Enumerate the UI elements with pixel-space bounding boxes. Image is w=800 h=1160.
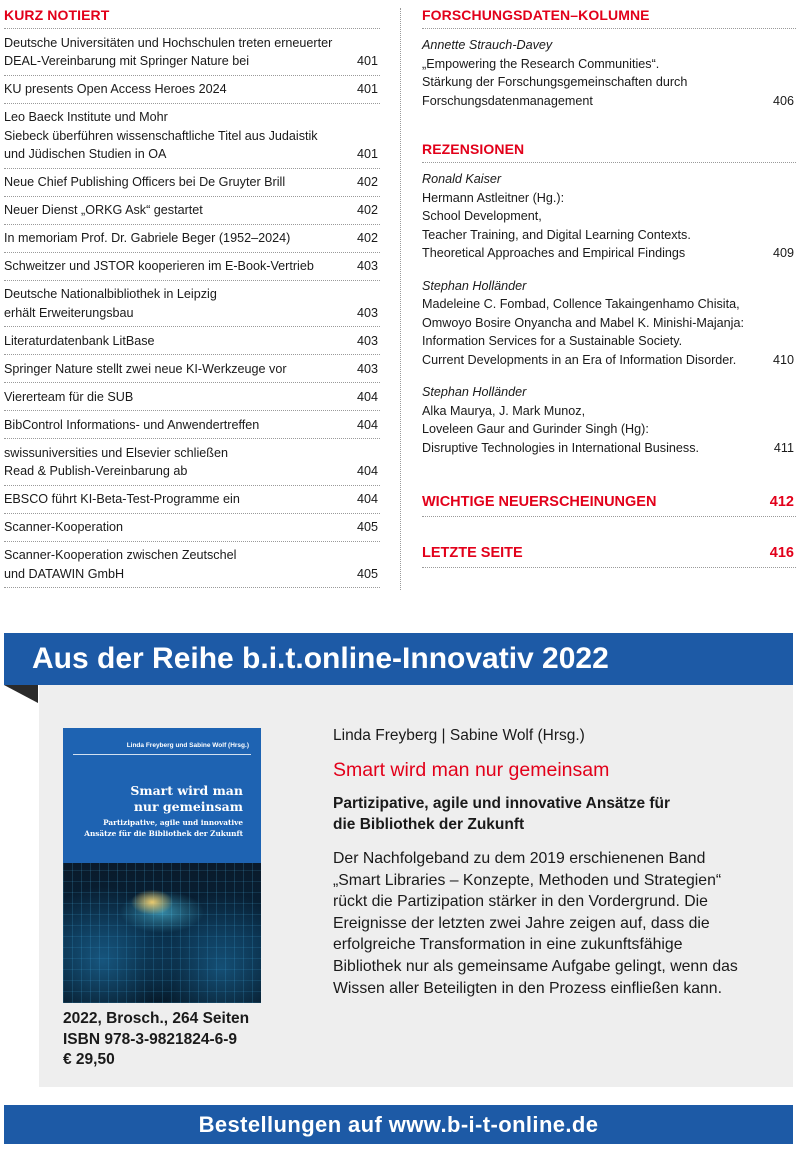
toc-item-title: Scanner-Kooperation bbox=[4, 520, 124, 534]
review-entry[interactable] bbox=[422, 383, 796, 457]
forschungsdaten-entry[interactable] bbox=[422, 36, 796, 110]
toc-item[interactable] bbox=[4, 253, 380, 281]
entry-line: „Empowering the Research Communities“. bbox=[422, 56, 660, 71]
toc-item-title: erhält Erweiterungsbau bbox=[4, 305, 134, 320]
book-cover[interactable] bbox=[63, 728, 261, 1003]
forschungsdaten-heading: FORSCHUNGSDATEN–KOLUMNE bbox=[422, 7, 650, 23]
review-entry[interactable] bbox=[422, 277, 796, 370]
kurz-notiert-list bbox=[4, 29, 380, 588]
toc-item-title: Siebeck überführen wissenschaftliche Titel aus Judaistik bbox=[4, 128, 318, 143]
toc-item-title: Literaturdatenbank LitBase bbox=[4, 333, 155, 348]
review-line: Disruptive Technologies in International Business. bbox=[422, 440, 699, 455]
book-isbn: ISBN 978-3-9821824-6-9 bbox=[63, 1030, 238, 1048]
review-line: Hermann Astleitner (Hg.): bbox=[422, 190, 565, 205]
page-number: 402 bbox=[356, 231, 378, 245]
promo-authors: Linda Freyberg | Sabine Wolf (Hrsg.) bbox=[333, 727, 585, 744]
letzte-seite-entry[interactable] bbox=[422, 543, 796, 563]
review-line: Loveleen Gaur and Gurinder Singh (Hg): bbox=[422, 422, 649, 436]
description-line: erfolgreiche Transformation in eine zukunftsfähige bbox=[333, 936, 683, 954]
page-number: 401 bbox=[356, 54, 378, 68]
cover-rule bbox=[73, 754, 251, 755]
toc-item-title: BibControl Informations- und Anwendertreffen bbox=[4, 417, 260, 432]
toc-item-title: In memoriam Prof. Dr. Gabriele Beger (1952–2024) bbox=[4, 231, 291, 245]
toc-item[interactable] bbox=[4, 411, 380, 439]
promo-banner: Aus der Reihe b.i.t.online-Innovativ 2022 bbox=[4, 633, 793, 685]
promo-text bbox=[333, 725, 773, 999]
entry-author: Annette Strauch-Davey bbox=[422, 38, 553, 52]
section-rule bbox=[422, 516, 796, 517]
review-line: Alka Maurya, J. Mark Munoz, bbox=[422, 403, 586, 418]
section-rule bbox=[422, 28, 796, 29]
right-column bbox=[422, 6, 796, 568]
toc-item[interactable] bbox=[4, 197, 380, 225]
review-line: Information Services for a Sustainable Society. bbox=[422, 334, 683, 348]
toc-item[interactable] bbox=[4, 514, 380, 542]
toc-item[interactable] bbox=[4, 327, 380, 355]
description-line: Bibliothek nur als gemeinsame Aufgabe gelingt, wenn das bbox=[333, 957, 738, 975]
toc-item-title: und Jüdischen Studien in OA bbox=[4, 147, 167, 161]
toc-item-title: EBSCO führt KI-Beta-Test-Programme ein bbox=[4, 492, 240, 506]
page-number: 411 bbox=[773, 440, 794, 455]
toc-item[interactable] bbox=[4, 355, 380, 383]
entry-line: Stärkung der Forschungsgemeinschaften durch bbox=[422, 75, 688, 89]
section-rule bbox=[422, 162, 796, 163]
toc-item-title: DEAL-Vereinbarung mit Springer Nature bei bbox=[4, 54, 250, 68]
toc-item-title: Viererteam für die SUB bbox=[4, 389, 134, 404]
description-line: „Smart Libraries – Konzepte, Methoden und Strategien“ bbox=[333, 871, 722, 889]
page-number: 404 bbox=[356, 464, 378, 478]
toc-item-title: Neuer Dienst „ORKG Ask“ gestartet bbox=[4, 203, 203, 217]
page-number: 405 bbox=[356, 520, 378, 534]
toc-item-title: und DATAWIN GmbH bbox=[4, 566, 125, 581]
toc-item-title: Neue Chief Publishing Officers bei De Gruyter Brill bbox=[4, 175, 286, 189]
review-line: Current Developments in an Era of Information Disorder. bbox=[422, 352, 737, 367]
toc-item[interactable] bbox=[4, 76, 380, 104]
toc-item-title: Deutsche Universitäten und Hochschulen treten erneuerter bbox=[4, 35, 333, 50]
promo-title: Smart wird man nur gemeinsam bbox=[333, 759, 610, 781]
page-number: 404 bbox=[356, 389, 378, 404]
toc-item-title: KU presents Open Access Heroes 2024 bbox=[4, 82, 227, 96]
entry-line: Forschungsdatenmanagement bbox=[422, 93, 593, 108]
cover-subtitle: Partizipative, agile und innovative bbox=[103, 818, 243, 827]
order-link[interactable]: Bestellungen auf www.b-i-t-online.de bbox=[4, 1105, 793, 1144]
review-author: Ronald Kaiser bbox=[422, 172, 502, 186]
letzte-seite-heading: LETZTE SEITE bbox=[422, 545, 523, 561]
column-divider bbox=[400, 8, 401, 590]
description-line: rückt die Partizipation stärker in den Vordergrund. Die bbox=[333, 893, 708, 911]
toc-item[interactable] bbox=[4, 104, 380, 169]
book-meta bbox=[63, 1009, 249, 1071]
page-number: 412 bbox=[769, 494, 794, 510]
review-entry[interactable] bbox=[422, 170, 796, 263]
book-price: € 29,50 bbox=[63, 1051, 115, 1068]
kurz-notiert-heading: KURZ NOTIERT bbox=[4, 7, 110, 23]
rezensionen-heading: REZENSIONEN bbox=[422, 141, 525, 157]
toc-item-title: Scanner-Kooperation zwischen Zeutschel bbox=[4, 548, 237, 562]
page-number: 409 bbox=[772, 246, 794, 260]
review-line: Theoretical Approaches and Empirical Findings bbox=[422, 246, 686, 260]
circuit-board-image bbox=[63, 863, 261, 1003]
toc-item[interactable] bbox=[4, 169, 380, 197]
neuerscheinungen-heading: WICHTIGE NEUERSCHEINUNGEN bbox=[422, 494, 657, 510]
promo-subtitle bbox=[333, 793, 773, 835]
toc-item[interactable] bbox=[4, 542, 380, 589]
toc-item-title: Leo Baeck Institute und Mohr bbox=[4, 110, 168, 124]
page-number: 402 bbox=[356, 203, 378, 217]
page-number: 416 bbox=[769, 545, 794, 561]
description-line: Wissen aller Beteiligten in den Prozess einfließen kann. bbox=[333, 979, 722, 997]
review-author: Stephan Holländer bbox=[422, 385, 527, 399]
subtitle-line: die Bibliothek der Zukunft bbox=[333, 816, 525, 833]
page-number: 401 bbox=[356, 82, 378, 96]
page-number: 401 bbox=[356, 147, 378, 161]
page-number: 403 bbox=[356, 259, 378, 273]
section-rule bbox=[422, 567, 796, 568]
promo-description bbox=[333, 848, 773, 999]
review-line: Madeleine C. Fombad, Collence Takaingenhamo Chisita, bbox=[422, 297, 740, 311]
review-author: Stephan Holländer bbox=[422, 278, 527, 293]
book-format: 2022, Brosch., 264 Seiten bbox=[63, 1010, 250, 1027]
toc-item-title: Springer Nature stellt zwei neue KI-Werkzeuge vor bbox=[4, 361, 287, 376]
cover-authors: Linda Freyberg und Sabine Wolf (Hrsg.) bbox=[126, 742, 249, 749]
page-number: 405 bbox=[356, 566, 378, 581]
page-number: 406 bbox=[772, 93, 794, 108]
description-line: Ereignisse der letzten zwei Jahre zeigen auf, dass die bbox=[333, 914, 710, 932]
toc-item-title: Read & Publish-Vereinbarung ab bbox=[4, 464, 188, 478]
page-number: 410 bbox=[772, 352, 794, 367]
toc-item-title: swissuniversities und Elsevier schließen bbox=[4, 445, 228, 460]
review-line: Teacher Training, and Digital Learning Contexts. bbox=[422, 227, 691, 242]
page-number: 404 bbox=[356, 492, 378, 506]
page-number: 402 bbox=[356, 175, 378, 189]
book-promo bbox=[0, 600, 800, 1160]
cover-title: nur gemeinsam bbox=[133, 799, 243, 814]
toc-item[interactable] bbox=[4, 225, 380, 253]
cover-title: Smart wird man bbox=[130, 783, 243, 798]
page-number: 404 bbox=[356, 417, 378, 432]
toc-item-title: Deutsche Nationalbibliothek in Leipzig bbox=[4, 287, 217, 301]
page-number: 403 bbox=[356, 305, 378, 320]
description-line: Der Nachfolgeband zu dem 2019 erschienenen Band bbox=[333, 850, 706, 867]
toc-item[interactable] bbox=[4, 383, 380, 411]
subtitle-line: Partizipative, agile und innovative Ansätze für bbox=[333, 795, 671, 812]
toc-item[interactable] bbox=[4, 29, 380, 76]
toc-item-title: Schweitzer und JSTOR kooperieren im E-Book-Vertrieb bbox=[4, 259, 314, 273]
page-number: 403 bbox=[356, 333, 378, 348]
review-line: Omwoyo Bosire Onyancha and Mabel K. Minishi-Majanja: bbox=[422, 315, 744, 330]
page-number: 403 bbox=[356, 361, 378, 376]
cover-subtitle: Ansätze für die Bibliothek der Zukunft bbox=[84, 829, 243, 838]
review-line: School Development, bbox=[422, 209, 542, 223]
neuerscheinungen-entry[interactable] bbox=[422, 492, 796, 512]
toc-item[interactable] bbox=[4, 439, 380, 486]
banner-fold bbox=[4, 685, 38, 703]
toc-item[interactable] bbox=[4, 486, 380, 514]
toc-item[interactable] bbox=[4, 281, 380, 328]
kurz-notiert-section bbox=[4, 6, 380, 588]
